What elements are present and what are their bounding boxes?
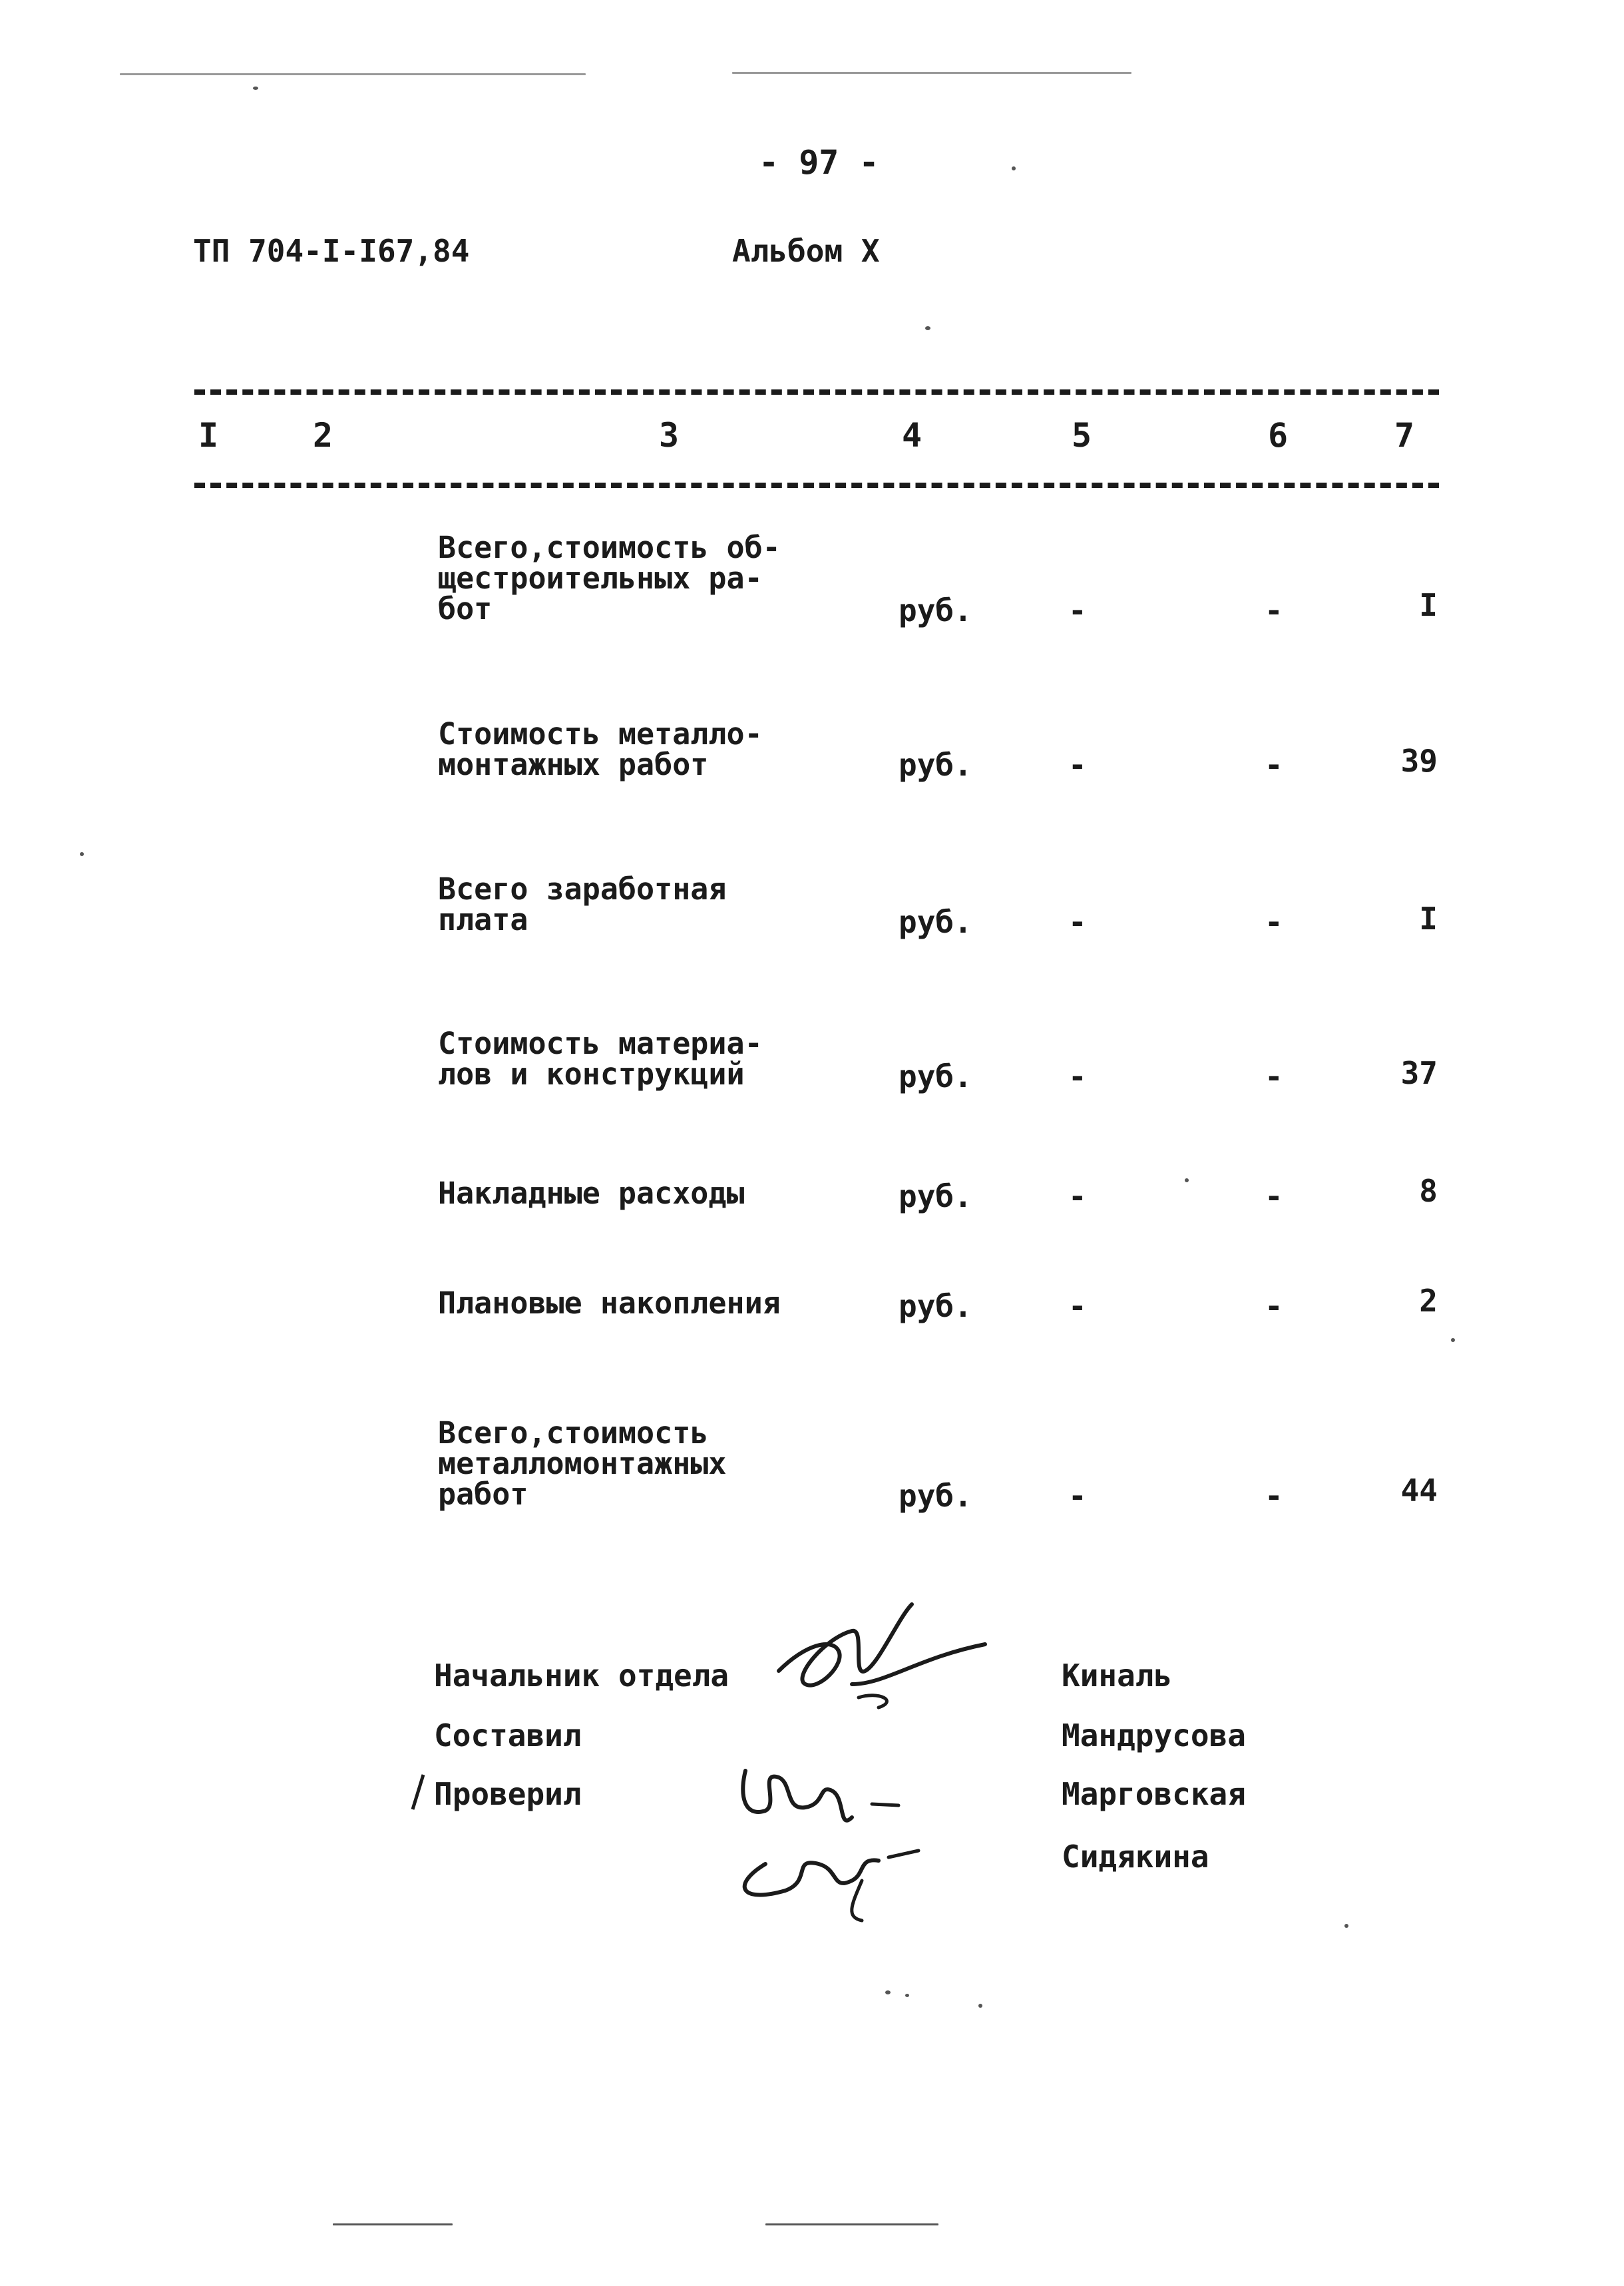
- row-value-7: 44: [1400, 1473, 1438, 1508]
- row-value-5: -: [1068, 1178, 1087, 1214]
- signature-compiled-name: Мандрусова: [1062, 1717, 1246, 1753]
- scan-speck: [80, 852, 84, 856]
- row-unit: руб.: [899, 1478, 972, 1514]
- scan-streak: [333, 2223, 453, 2225]
- column-number-7: 7: [1394, 416, 1415, 455]
- row-value-5: -: [1068, 1478, 1087, 1514]
- row-name: Всего заработная плата: [438, 871, 727, 937]
- column-number-2: 2: [313, 416, 333, 455]
- row-name: Стоимость металло- монтажных работ: [438, 716, 763, 782]
- row-unit: руб.: [899, 1288, 972, 1324]
- row-value-5: -: [1068, 904, 1087, 940]
- row-unit: руб.: [899, 1058, 972, 1094]
- signature-compiled-label: Составил: [434, 1717, 582, 1753]
- handwritten-signature: [719, 1744, 958, 1931]
- column-number-5: 5: [1072, 416, 1092, 455]
- row-value-7: 37: [1400, 1055, 1438, 1091]
- row-name: Всего,стоимость об- щестроительных ра- бот: [438, 530, 781, 626]
- handwritten-signature: [765, 1591, 992, 1724]
- signature-checked-name-1: Марговская: [1062, 1776, 1246, 1812]
- column-number-6: 6: [1268, 416, 1289, 455]
- scan-speck: [1451, 1338, 1455, 1342]
- page-number: - 97 -: [759, 143, 879, 182]
- row-unit: руб.: [899, 592, 972, 628]
- row-value-5: -: [1068, 747, 1087, 783]
- scan-speck: [885, 1990, 891, 1994]
- signature-head-label: Начальник отдела: [434, 1658, 729, 1694]
- column-number-4: 4: [902, 416, 922, 455]
- table-header-top-rule: [194, 389, 1439, 395]
- scan-speck: [1185, 1178, 1189, 1182]
- row-value-5: -: [1068, 1288, 1087, 1324]
- row-name: Плановые накопления: [438, 1285, 781, 1321]
- row-value-5: -: [1068, 592, 1087, 628]
- row-value-6: -: [1265, 1288, 1283, 1324]
- album-label: Альбом X: [732, 233, 880, 269]
- row-name: Стоимость материа- лов и конструкций: [438, 1026, 763, 1092]
- row-value-6: -: [1265, 1478, 1283, 1514]
- scan-speck: [925, 326, 930, 330]
- signature-head-name: Киналь: [1062, 1658, 1173, 1694]
- scan-speck: [978, 2004, 982, 2008]
- column-number-1: I: [198, 416, 219, 455]
- row-value-6: -: [1265, 747, 1283, 783]
- signature-checked-label: Проверил: [434, 1776, 582, 1812]
- row-name: Накладные расходы: [438, 1176, 745, 1211]
- row-name: Всего,стоимость металломонтажных работ: [438, 1415, 727, 1512]
- document-code: ТП 704-I-I67,84: [193, 233, 470, 269]
- row-value-6: -: [1265, 592, 1283, 628]
- row-unit: руб.: [899, 904, 972, 940]
- scan-streak: [732, 72, 1131, 74]
- signature-checked-name-2: Сидякина: [1062, 1839, 1209, 1875]
- row-value-7: I: [1419, 901, 1438, 937]
- scan-speck: [905, 1994, 909, 1997]
- scan-streak: [120, 73, 586, 75]
- row-value-6: -: [1265, 904, 1283, 940]
- scan-speck: [1344, 1924, 1348, 1928]
- row-unit: руб.: [899, 1178, 972, 1214]
- row-value-7: I: [1419, 587, 1438, 623]
- check-tick-mark: [407, 1772, 427, 1812]
- row-value-7: 8: [1419, 1173, 1438, 1209]
- scan-speck: [1012, 166, 1016, 170]
- row-value-7: 2: [1419, 1283, 1438, 1319]
- scan-speck: [253, 87, 258, 90]
- row-value-6: -: [1265, 1058, 1283, 1094]
- row-value-5: -: [1068, 1058, 1087, 1094]
- column-number-3: 3: [659, 416, 680, 455]
- table-header-bottom-rule: [194, 483, 1439, 488]
- row-value-6: -: [1265, 1178, 1283, 1214]
- row-unit: руб.: [899, 747, 972, 783]
- scan-streak: [765, 2223, 938, 2225]
- row-value-7: 39: [1400, 743, 1438, 779]
